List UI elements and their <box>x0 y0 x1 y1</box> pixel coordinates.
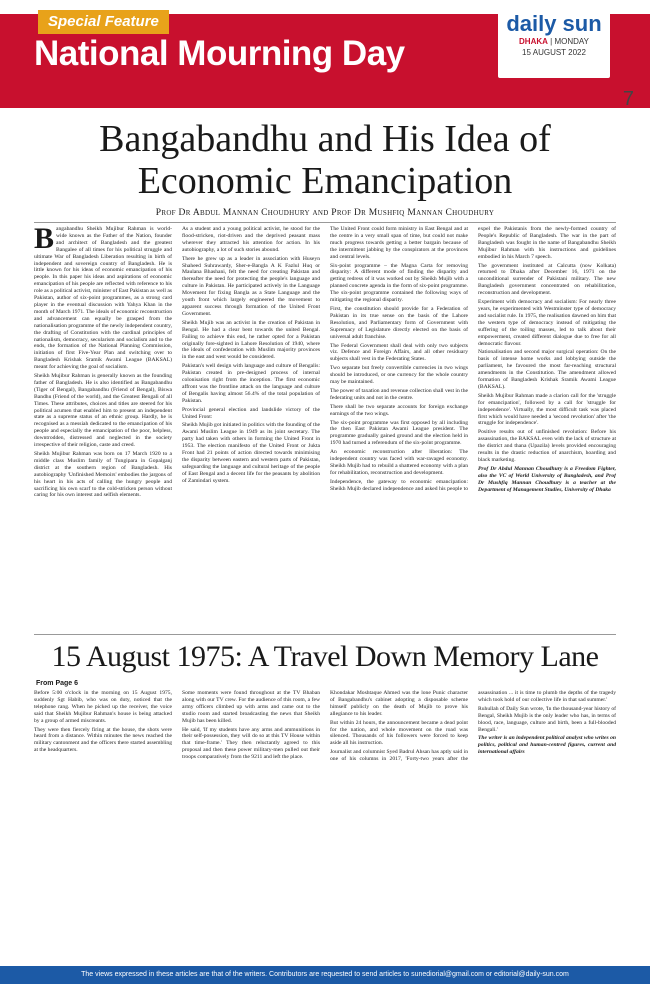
logo-date: 15 AUGUST 2022 <box>522 48 586 57</box>
section-title: National Mourning Day <box>34 34 405 73</box>
article-paragraph: Sheikh Mujib got initiated in politics with the founding of the Awami Muslim League in 1949 as its joint secretary. The party had taken with others in forming the United Front in 1953. The election manifesto of the United Front or Jukta Front had 21 points of action directed towards minimising the disparity between eastern and western parts of Pakistan, safeguarding the language and cultural heritage of the people of East Bengal and a decent life for the peasants by abolition of Zamindari system. <box>182 422 320 484</box>
article-paragraph: Khondakar Moshtaque Ahmed was the lone Punic character of Bangabandhu's cabinet adopting a disposable scheme himself publicly on the death of Mujib to prove his allegiance to his leader. <box>330 690 468 717</box>
article-paragraph: Journalist and columnist Syed Badrul Ahsan has aptly said in one of his columns in 2017, 'Forty-two years after the assassination ... it is time to plumb the depths of the tragedy which took hold of our collective life in that sad summer.' <box>330 690 616 763</box>
article-paragraph: Positive results out of unfinished revolution: Before his assassination, the BAKSAL even with the lack of structure at the district and thana (Upazila) levels provided encouraging results in the drastic reduction of anarchism, hoarding and black marketing. <box>478 429 616 463</box>
article-body <box>34 226 616 630</box>
article-paragraph: But within 24 hours, the announcement became a dead point for the nation, and whole movement on the road was silenced. Thousands of his followers were forced to keep aside all his instruction. <box>330 719 468 747</box>
second-article-body <box>34 690 616 958</box>
article-paragraph: He said, 'If my students have any arms and ammunitions in their self-possession, they will do so at this TV House within that time-frame.' They then reluctantly agreed to this proposal and then these power military-men pulled out their troops comparatively from the 9211 and left the place. <box>182 726 320 761</box>
headline-line-2: Economic Emancipation <box>137 160 513 202</box>
article-divider <box>34 634 616 635</box>
author-bio: Prof Dr Abdul Mannan Choudhury is a Freedom Fighter, also the VC of World University of Bangladesh, and Prof Dr Mushfiq Mannan Choudhury is a teacher at the Department of Management Studies, University of Dhaka <box>478 465 616 493</box>
footer-disclaimer: The views expressed in these articles are that of the writers. Contributors are requested to send articles to sunediorial@gmail.com or editorial@daily-sun.com <box>0 966 650 984</box>
article-paragraph: The six-point programme was first opposed by all including the then East Pakistan Awami League president. The programme gradually gained ground and the election held in 1970 had turned a referendum of the six-point programme. <box>330 419 468 447</box>
article-byline: Prof Dr Abdul Mannan Choudhury and Prof Dr Mushfiq Mannan Choudhury <box>155 208 495 218</box>
page-number-bar <box>611 90 614 108</box>
article-paragraph: Sheikh Mujib was an activist in the creation of Pakistan in Bengal. He had a clear bent towards the united Bengal. Failing to achieve this end, he rather opted for a Pakistan originally fore-sighted in Lahore Resolution of 1940, where the ideals of confederation with Muslim majority provinces in the east and west would be considered. <box>182 319 320 361</box>
article-paragraph: Sheikh Mujibur Rahman is generally known as the founding father of Bangladesh. He is also identified as Bangabandhu (Tiger of Bengal), Bangabandhu (Friend of Bengal), Biswa Bandhu (Friend of the world), and the Greatest Bengali of all Times. These attributes, choices and titles are steered for his political acumen that enabled him to present an independent state as a supreme status of an ethnic group. Hardly, he is recognised as a messiah dedicated to the emancipation of his people and especially the emancipation of the poor, helpless, downtrodden, distressed and neglected in the society irrespective of their religion, caste and creed. <box>34 373 172 449</box>
headline-line-1: Bangabandhu and His Idea of <box>99 118 551 160</box>
article-paragraph: Before 5:00 o'clock in the morning on 15 August 1975, suddenly Sgt Habib, who was on duty, noticed that the telephone rang. When he picked up the receiver, the voice said that Sheikh Mujibur Rahman's house is being attacked by a group of armed miscreants. <box>34 690 172 724</box>
article-headline <box>0 118 650 202</box>
article-paragraph: Experiment with democracy and socialism: For nearly three years, he experimented with Westminster type of democracy and socialist rule. In 1975, the realisation dawned on him that the western type of democracy instead of mitigating the suffering of the toiling masses, led to talk about their empowerment, created different dialogue due to free for all democratic flavour. <box>478 299 616 347</box>
article-paragraph: Pakistan's well design with language and culture of Bengalis: Pakistan created in pre-designed process of internal colonisation right from the inception. The first economic affront was the frontline attack on the language and culture of Bengalis having almost 56.4% of the total population of Pakistan. <box>182 363 320 404</box>
article-paragraph: First, the constitution should provide for a Federation of Pakistan in its true sense on the basis of the Lahore Resolution, and Parliamentary form of Government with Supremacy of Legislature directly elected on the basis of universal adult franchise. <box>330 305 468 340</box>
special-feature-label: Special Feature <box>38 10 169 34</box>
byline-divider <box>34 222 616 223</box>
newspaper-logo: daily sun DHAKA | MONDAY 15 AUGUST 2022 <box>498 8 610 78</box>
article-paragraph: The power of taxation and revenue collection shall vest in the federating units and not in the centre. <box>330 387 468 401</box>
logo-city: DHAKA <box>519 37 548 46</box>
article-paragraph: angabandhu Sheikh Mujibur Rahman is world-wide known as the Father of the Nation, founder and architect of Bangladesh and the greatest Bangalee of all times for his political struggle and ultimate War of Bangladesh Liberation resulting in birth of independent and sovereign country of Bangladesh. He is little known for his ideas of economic emancipation of his people. In this paper his ideas and aspirations of economic emancipation of his people are reflected with reference to his role as a political activist, minister of East Pakistan as well as Pakistan, author of six-point programmes, as a strong card player in the eventual discussion with Yahya Khan in the month of March 1971. The ideals of economic reconstruction and advancement can equally be grasped from the nationalisation programme of the newly independent country, the drafting of Constitution with the cardinal principles of nationalism, democracy, secularism and socialism and to the ends, the formation of the National Planning Commission, initiation of first Five-Year Plan and switching over to Bangladesh Krishak Sramik Awami League (BAKSAL) meant for achieving the goal of socialism. <box>34 226 172 371</box>
article-paragraph: Some moments were found throughout at the TV Bhaban along with our TV crew. For the audience of this room, a few army officers climbed up with arms and came out to the studio room and started broadcasting the news that Sheikh Mujib has been killed. <box>182 690 320 724</box>
article-paragraph: There he grew up as a leader in association with Huseyn Shaheed Suhrawardy, Sher-e-Bangla A K Fazlul Huq or Maulana Bhashani, felt the need for creating Pakistan and thereafter the need for protecting the people's language and culture in Pakistan. He participated actively in the Language Movement for fixing Bangla as a State Language and the youth front which largely engineered the movement to apparent success through formation of the United Front Government. <box>182 255 320 317</box>
article-paragraph: Ruhullah of Daily Sun wrote, 'In the thousand-year history of Bengal, Sheikh Mujib is the only leader who has, in terms of blood, race, language, culture and birth, been a full-blooded Bengali.' <box>478 705 616 733</box>
logo-name: daily sun <box>506 11 602 36</box>
logo-day: MONDAY <box>554 37 589 46</box>
section-banner <box>0 0 650 108</box>
article-paragraph: The United Front could form ministry in East Bengal and at the centre in a very small span of time, but could not make much progress towards getting a better bargain because of the intermittent jabbing by the conspirators at the provinces and central levels. <box>330 226 468 260</box>
article-paragraph: There shall be two separate accounts for foreign exchange earnings of the two wings. <box>330 403 468 417</box>
article-paragraph: Nationalisation and second major surgical operation: On the basis of intense home works and lobbying outside the parliament, he favoured the most far-reaching structural amendments in the Constitution. The amendment allowed formation of Bangladesh Krishak Sramik Awami League (BAKSAL). <box>478 349 616 390</box>
page-number: 7 <box>622 88 634 110</box>
article-paragraph: As a student and a young political activist, he stood for the flood-stricken, riot-driven and the deprived peasant mass wherever they attracted his attention for action. In his autobiography, a lot of such stories abound. <box>182 226 320 253</box>
article-paragraph: Sheikh Mujibur Rahman made a clarion call for the 'struggle for emancipation', followed by a call for 'struggle for independence'. Virtually, the most difficult task was placed first which would have needed a 'second revolution' after 'the struggle for independence'. <box>478 392 616 427</box>
article-paragraph: The Federal Government shall deal with only two subjects viz. Defence and Foreign Affairs, and all other residuary subjects shall vest in the Federating States. <box>330 342 468 363</box>
continued-from-label: From Page 6 <box>36 680 79 687</box>
article-paragraph: Six-point programme – the Magna Carta for removing disparity: A different mode of finding the disparity and getting redress of it was worked out by Sheikh Mujib with a planned concrete agenda in the form of six-point programme. The six-point programme contained the following ways of mitigating the regional disparity. <box>330 262 468 304</box>
article-paragraph: Two separate but freely convertible currencies in two wings should be introduced, or one currency for the whole country may be maintained. <box>330 365 468 386</box>
article-paragraph: Provincial general election and landslide victory of the United Front: <box>182 406 320 420</box>
article-paragraph: The government instituted at Calcutta (now Kolkata) returned to Dhaka after December 16, 1971 on the unconditional surrender of Pakistani military. The new Bangladesh government concentrated on rehabilitation, reconstruction and development. <box>478 262 616 297</box>
article-paragraph: An economic reconstruction after liberation: The independent country was faced with war-ravaged economy. Sheikh Mujib had to rebuild a shattered economy with a plan for rehabilitation, reconstruction and development. <box>330 449 468 476</box>
article-paragraph: Independence, the gateway to economic emancipation: Sheikh Mujib declared independence and asked his people to expel the Pakistanis from the newly-formed country of People's Republic of Bangladesh. The war in the part of Bangladesh was fought in the name of Bangabandhu Sheikh Mujibur Rahman with his instructions and guidelines embodied in his March 7 speech. <box>330 226 616 492</box>
second-article-headline: 15 August 1975: A Travel Down Memory Lane <box>51 640 599 673</box>
drop-cap: B <box>34 226 55 255</box>
article-paragraph: They were then fiercely firing at the house, the shots were heard from a distance. Within minutes the news reached the military cantonment and the officers there started assembling at the headquarters. <box>34 726 172 754</box>
author-bio: The writer is an independent political analyst who writes on politics, political and human-centred figures, current and international affairs <box>478 735 616 756</box>
article-paragraph: Sheikh Mujibur Rahman was born on 17 March 1920 to a middle class Muslim family of Tungipara in Gopalganj district at the southern region of Bangladesh. His autobiography 'Unfinished Memoirs' embodies the jargons of his heart in his acts of calling the hungry people and sacrificing his own scarf to the cold-stricken person without caring for his own interest and selfish elements. <box>34 451 172 499</box>
